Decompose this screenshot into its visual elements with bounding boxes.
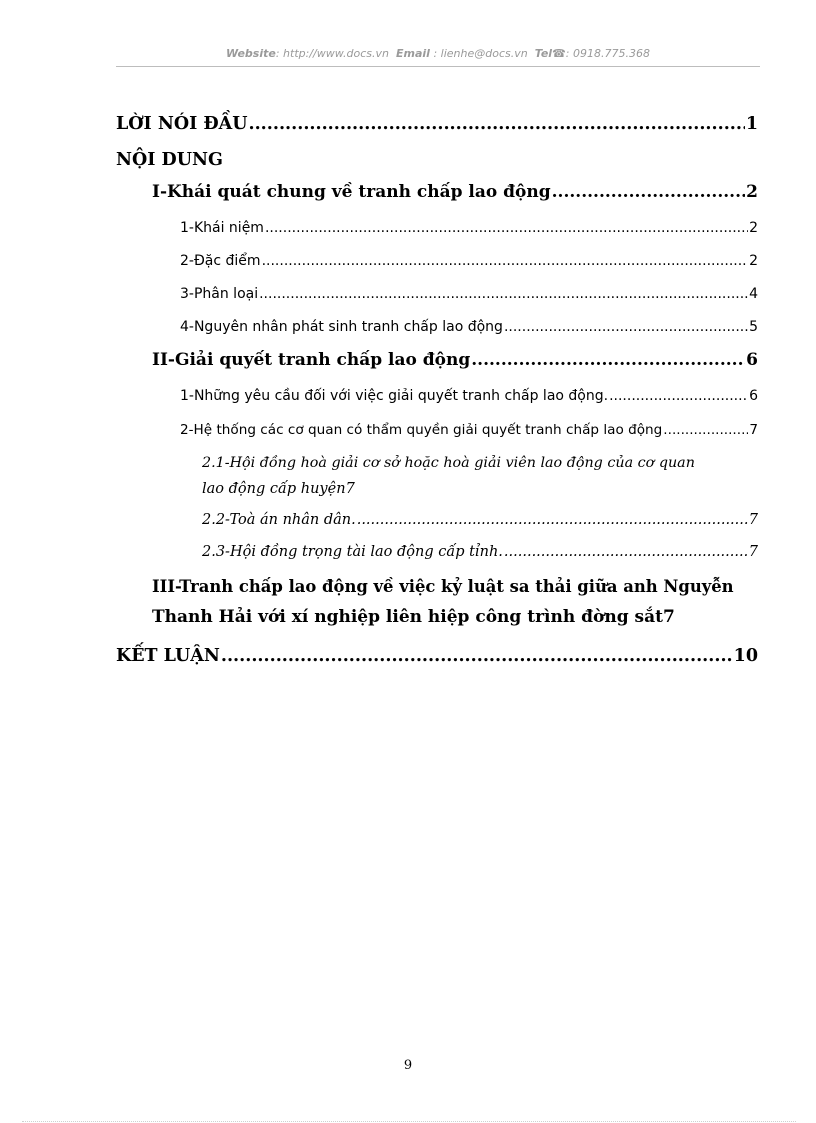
tel-value: ☎: 0918.775.368 [552, 47, 650, 60]
toc-label: 3-Phân loại [180, 286, 259, 302]
toc-leader [471, 350, 745, 370]
toc-label: NỘI DUNG [116, 150, 223, 170]
toc-page: 1 [745, 114, 758, 134]
toc-entry-2-2-2[interactable] [202, 512, 758, 528]
toc-leader [259, 286, 748, 302]
toc-leader [609, 388, 748, 404]
toc-page: 2 [749, 220, 758, 236]
toc-page: 6 [746, 350, 758, 370]
toc-label-line2: lao động cấp huyện [202, 481, 346, 497]
toc-page: 7 [748, 512, 758, 528]
toc-label: 1-Khái niệm [180, 220, 264, 236]
toc-entry-2-2[interactable] [180, 422, 758, 438]
toc-entry-2-1[interactable] [180, 388, 758, 404]
toc-label-line1: 2.1-Hội đồng hoà giải cơ sở hoặc hoà giải viên lao động của cơ quan [202, 455, 695, 471]
toc-entry-section-3[interactable] [152, 572, 758, 632]
toc-leader [357, 512, 748, 528]
toc-leader [504, 544, 748, 560]
toc-label: II-Giải quyết tranh chấp lao động [152, 350, 471, 370]
toc-leader [663, 422, 748, 438]
toc-label: KẾT LUẬN [116, 646, 220, 666]
toc-label: I-Khái quát chung về tranh chấp lao động [152, 182, 551, 202]
website-value: : http://www.docs.vn [275, 47, 390, 60]
toc-page: 5 [749, 319, 758, 335]
toc-page: 10 [733, 646, 758, 666]
toc-entry-noi-dung[interactable] [116, 150, 223, 170]
page-bottom-rule [22, 1121, 796, 1122]
toc-entry-2-2-3[interactable] [202, 544, 758, 560]
website-label: Website [226, 47, 276, 60]
toc-entry-section-2[interactable] [152, 350, 758, 370]
toc-label: 4-Nguyên nhân phát sinh tranh chấp lao động [180, 319, 503, 335]
toc-page: 7 [749, 422, 758, 438]
toc-leader [504, 319, 748, 335]
toc-page: 2 [746, 182, 758, 202]
toc-page: 7 [748, 544, 758, 560]
toc-label: 2-Đặc điểm [180, 253, 261, 269]
toc-label-line1: III-Tranh chấp lao động về việc kỷ luật sa thải giữa anh Nguyễn [152, 577, 734, 596]
toc-label: 2.2-Toà án nhân dân. [202, 512, 356, 528]
toc-leader [248, 114, 744, 134]
toc-label: 2.3-Hội đồng trọng tài lao động cấp tỉnh. [202, 544, 503, 560]
toc-leader [265, 220, 748, 236]
toc-leader [221, 646, 733, 666]
toc-entry-1-2[interactable] [180, 253, 758, 269]
page-header [116, 47, 760, 60]
tel-label: Tel [534, 47, 553, 60]
toc-label: LỜI NÓI ĐẦU [116, 114, 248, 134]
page-number: 9 [403, 1058, 413, 1073]
toc-entry-1-3[interactable] [180, 286, 758, 302]
toc-label-line2: Thanh Hải với xí nghiệp liên hiệp công trình đờng sắt [152, 607, 663, 627]
header-divider [116, 66, 760, 67]
toc-page: 2 [749, 253, 758, 269]
toc-entry-1-4[interactable] [180, 319, 758, 335]
toc-entry-2-2-1[interactable] [202, 450, 758, 502]
toc-entry-section-1[interactable] [152, 182, 758, 202]
email-label: Email [396, 47, 430, 60]
toc-label: 2-Hệ thống các cơ quan có thẩm quyền giải quyết tranh chấp lao động [180, 422, 663, 438]
toc-entry-1-1[interactable] [180, 220, 758, 236]
toc-entry-ket-luan[interactable] [116, 646, 758, 666]
toc-leader [262, 253, 749, 269]
email-value: : lienhe@docs.vn [429, 47, 528, 60]
toc-entry-loi-noi-dau[interactable] [116, 114, 758, 134]
toc-page: 6 [749, 388, 758, 404]
toc-leader [552, 182, 746, 202]
toc-page: 7 [662, 607, 675, 627]
toc-page: 7 [345, 481, 355, 497]
toc-label: 1-Những yêu cầu đối với việc giải quyết tranh chấp lao động. [180, 388, 609, 404]
toc-page: 4 [749, 286, 758, 302]
